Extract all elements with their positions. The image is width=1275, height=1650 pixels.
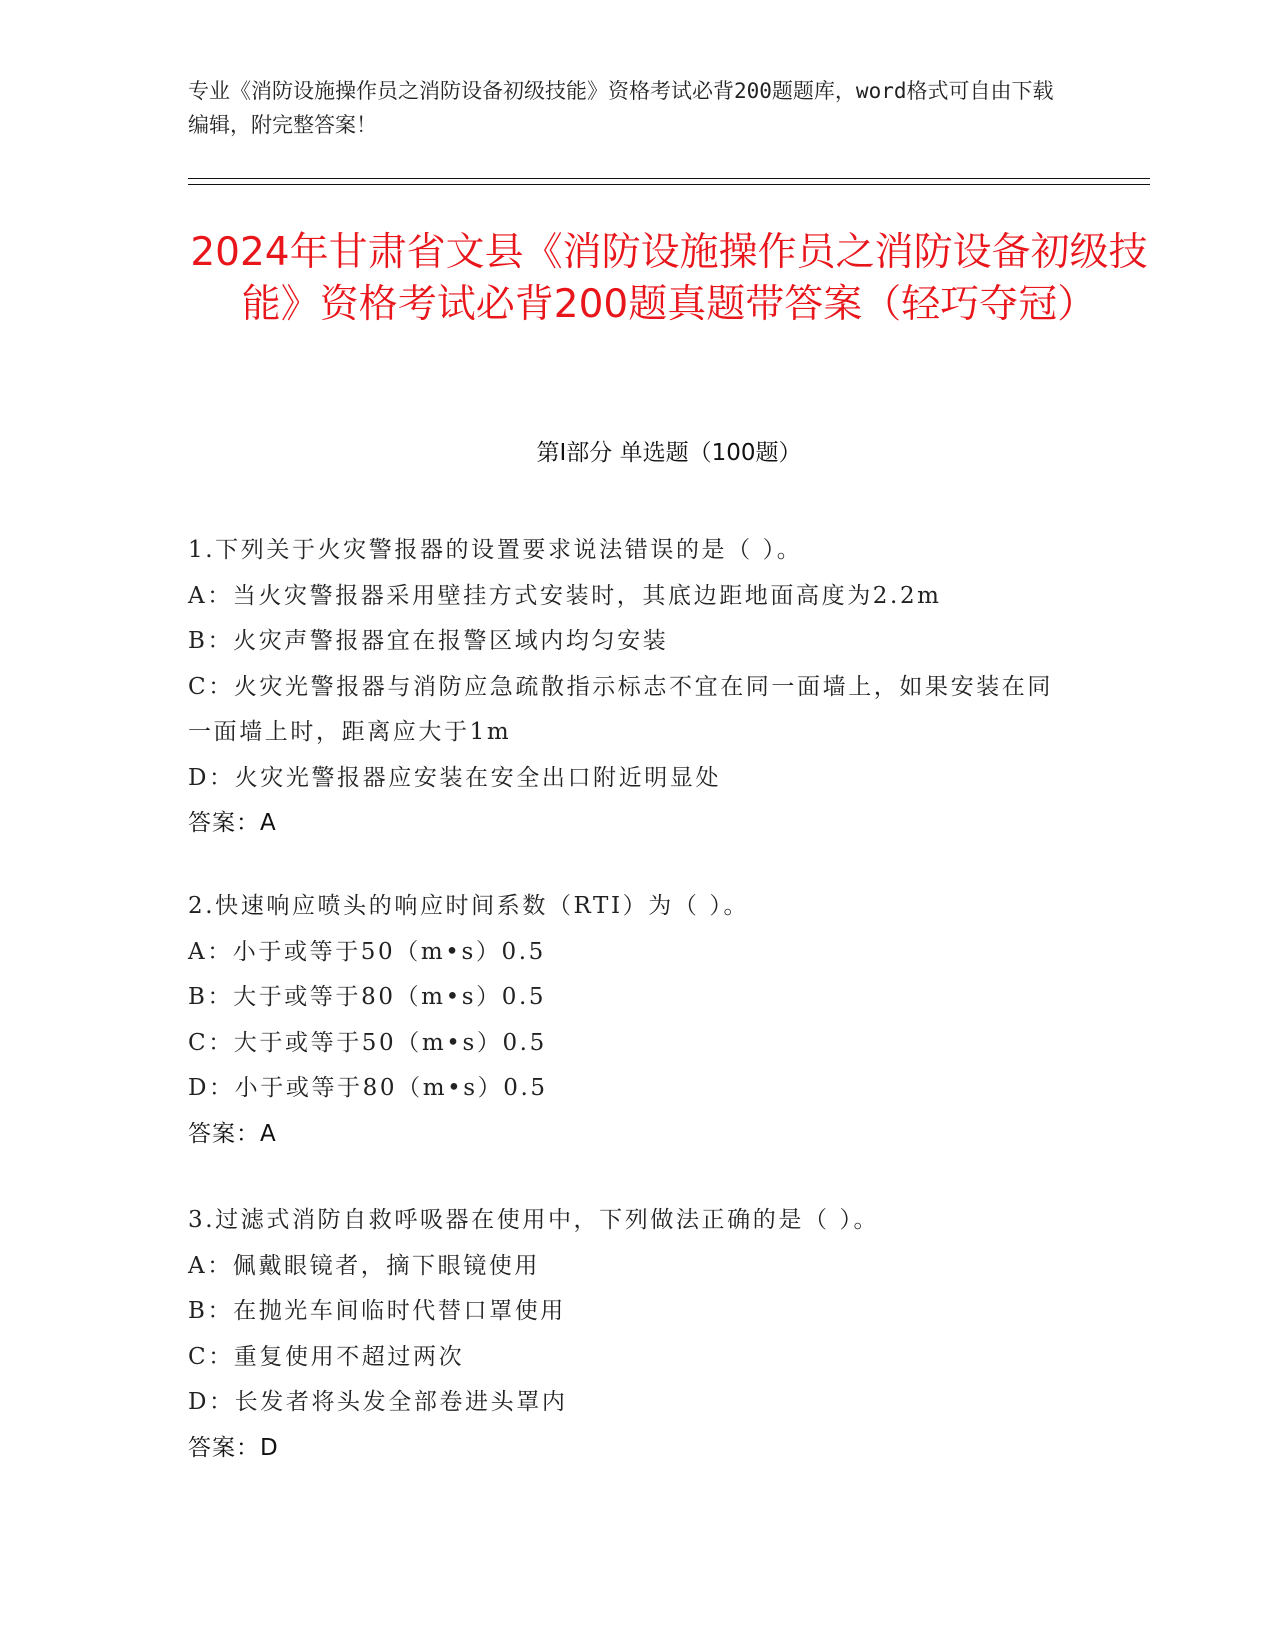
answer: 答案：D [188, 1434, 279, 1461]
header-divider-bottom [188, 184, 1150, 185]
question-1 [188, 528, 1068, 847]
option-d: D：火灾光警报器应安装在安全出口附近明显处 [188, 764, 722, 791]
answer: 答案：A [188, 1120, 277, 1147]
question-stem: 3.过滤式消防自救呼吸器在使用中，下列做法正确的是（ ）。 [188, 1207, 880, 1233]
option-a: A：佩戴眼镜者，摘下眼镜使用 [188, 1252, 541, 1279]
option-a: A：当火灾警报器采用壁挂方式安装时，其底边距地面高度为2.2m [188, 582, 942, 609]
header-note: 专业《消防设施操作员之消防设备初级技能》资格考试必背200题题库，word格式可自由下载编辑，附完整答案！ [188, 79, 1054, 137]
question-3 [188, 1198, 1068, 1471]
option-d: D：长发者将头发全部卷进头罩内 [188, 1389, 568, 1415]
question-stem: 1.下列关于火灾警报器的设置要求说法错误的是（ ）。 [188, 537, 803, 563]
option-d: D：小于或等于80（m•s）0.5 [188, 1075, 548, 1101]
option-a: A：小于或等于50（m•s）0.5 [188, 938, 546, 965]
document-page [188, 0, 1148, 1650]
answer: 答案：A [188, 810, 277, 836]
option-c: C：大于或等于50（m•s）0.5 [188, 1029, 547, 1056]
header-divider-top [188, 178, 1150, 179]
section-title: 第Ⅰ部分 单选题（100题） [536, 440, 802, 466]
document-title: 2024年甘肃省文县《消防设施操作员之消防设备初级技能》资格考试必背200题真题带答案（轻巧夺冠） [190, 230, 1148, 327]
option-b: B：大于或等于80（m•s）0.5 [188, 984, 547, 1010]
option-c: C：重复使用不超过两次 [188, 1343, 465, 1370]
option-b: B：在抛光车间临时代替口罩使用 [188, 1298, 566, 1324]
question-stem: 2.快速响应喷头的响应时间系数（RTI）为（ ）。 [188, 893, 750, 919]
question-2 [188, 884, 1068, 1157]
option-b: B：火灾声警报器宜在报警区域内均匀安装 [188, 628, 669, 654]
option-c: C：火灾光警报器与消防应急疏散指示标志不宜在同一面墙上，如果安装在同一面墙上时，距离应大于1m [188, 673, 1053, 745]
